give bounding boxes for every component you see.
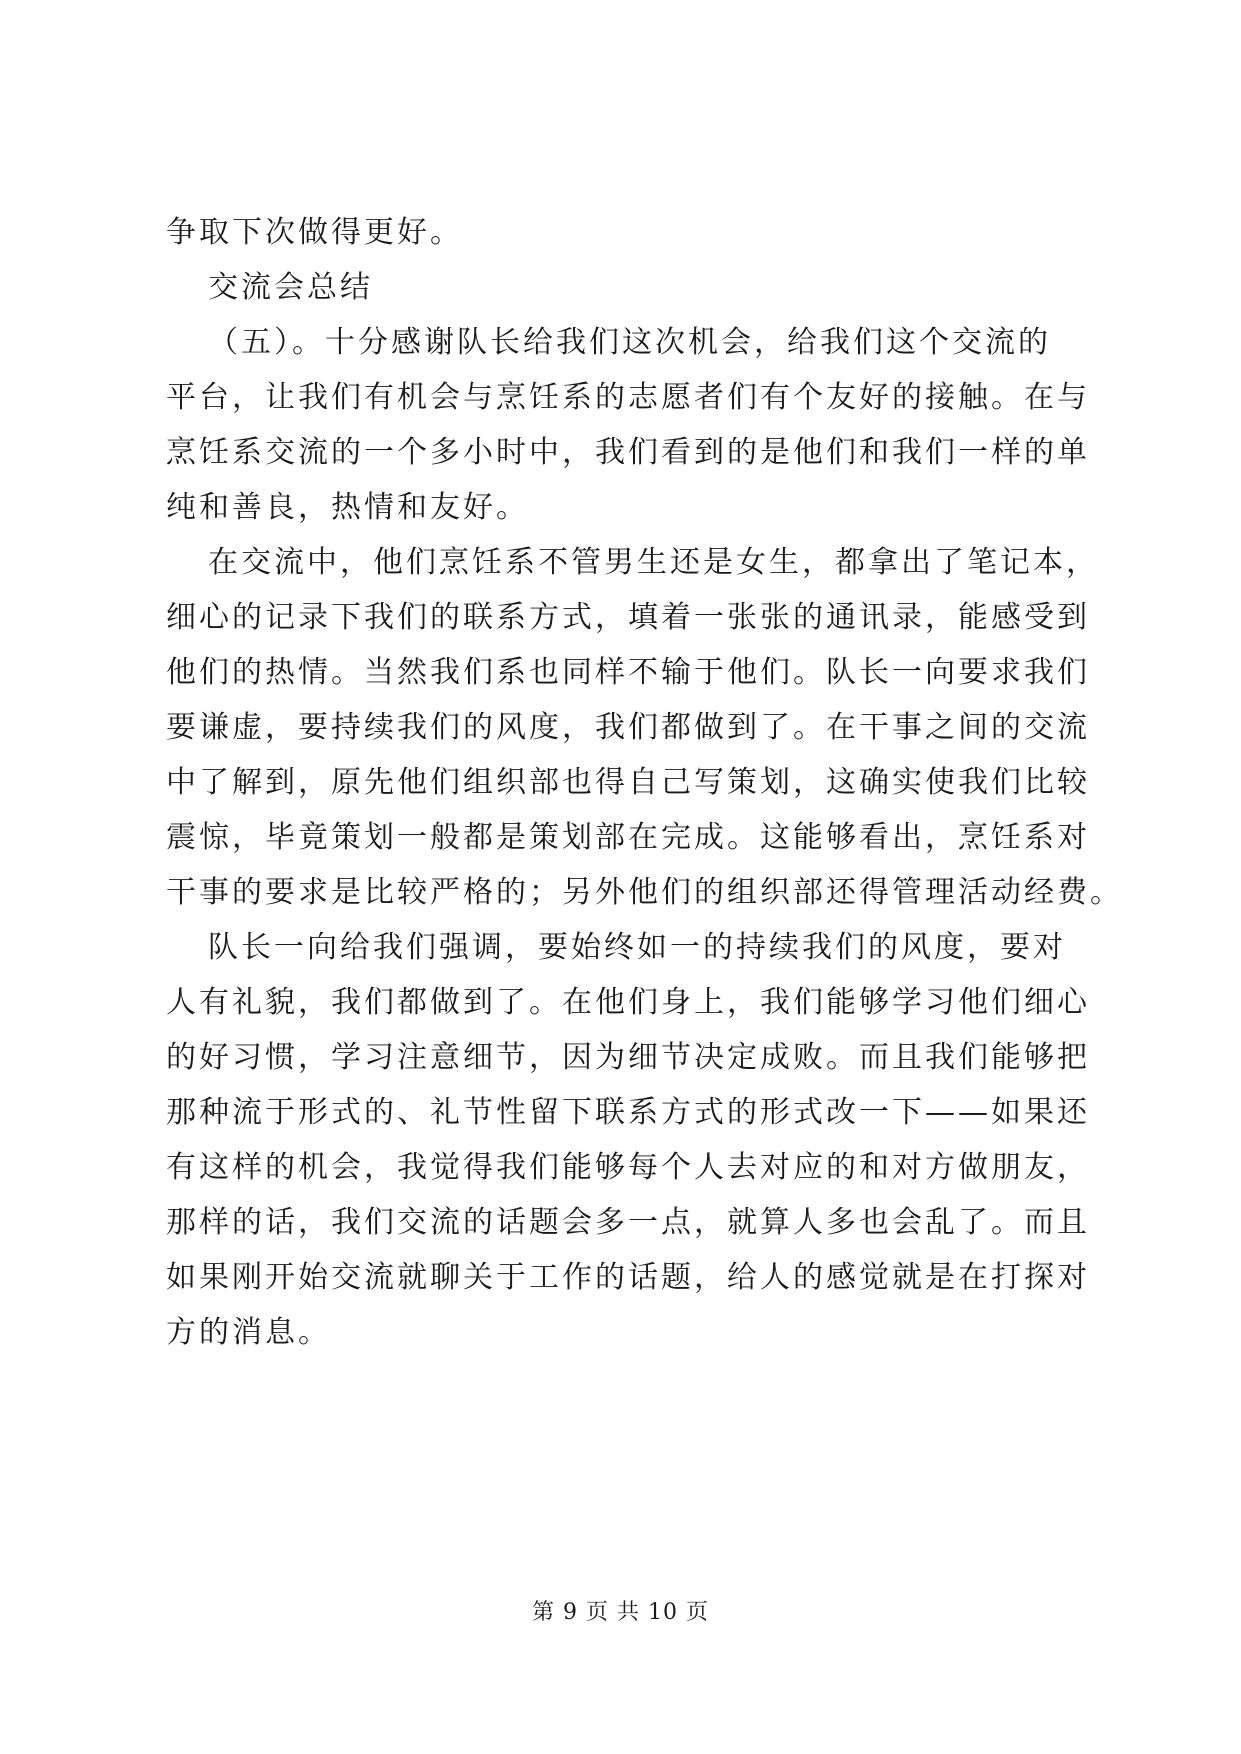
text-line: 的好习惯，学习注意细节，因为细节决定成败。而且我们能够把 <box>166 1040 1090 1075</box>
text-line: 中了解到，原先他们组织部也得自己写策划，这确实使我们比较 <box>166 765 1090 800</box>
text-line: 那种流于形式的、礼节性留下联系方式的形式改一下——如果还 <box>166 1095 1090 1130</box>
text-line: 队长一向给我们强调，要始终如一的持续我们的风度，要对 <box>208 930 1066 965</box>
text-line: 细心的记录下我们的联系方式，填着一张张的通讯录，能感受到 <box>166 600 1090 635</box>
text-line: 干事的要求是比较严格的；另外他们的组织部还得管理活动经费。 <box>166 875 1123 910</box>
text-line: 方的消息。 <box>166 1315 331 1350</box>
page-number-footer: 第 9 页 共 10 页 <box>532 1600 709 1625</box>
text-line: 平台，让我们有机会与烹饪系的志愿者们有个友好的接触。在与 <box>166 380 1090 415</box>
text-line: 纯和善良，热情和友好。 <box>166 490 529 525</box>
text-line: 如果刚开始交流就聊关于工作的话题，给人的感觉就是在打探对 <box>166 1260 1090 1295</box>
text-line: 那样的话，我们交流的话题会多一点，就算人多也会乱了。而且 <box>166 1205 1090 1240</box>
text-line: 争取下次做得更好。 <box>166 215 463 250</box>
text-line: 人有礼貌，我们都做到了。在他们身上，我们能够学习他们细心 <box>166 985 1090 1020</box>
section-heading: 交流会总结 <box>208 270 373 305</box>
text-line: 有这样的机会，我觉得我们能够每个人去对应的和对方做朋友， <box>166 1150 1090 1185</box>
text-line: 要谦虚，要持续我们的风度，我们都做到了。在干事之间的交流 <box>166 710 1090 745</box>
text-line: 烹饪系交流的一个多小时中，我们看到的是他们和我们一样的单 <box>166 435 1090 470</box>
text-line: （五）。十分感谢队长给我们这次机会，给我们这个交流的 <box>208 325 1051 360</box>
text-line: 在交流中，他们烹饪系不管男生还是女生，都拿出了笔记本， <box>208 545 1099 580</box>
text-line: 他们的热情。当然我们系也同样不输于他们。队长一向要求我们 <box>166 655 1090 690</box>
text-line: 震惊，毕竟策划一般都是策划部在完成。这能够看出，烹饪系对 <box>166 820 1090 855</box>
